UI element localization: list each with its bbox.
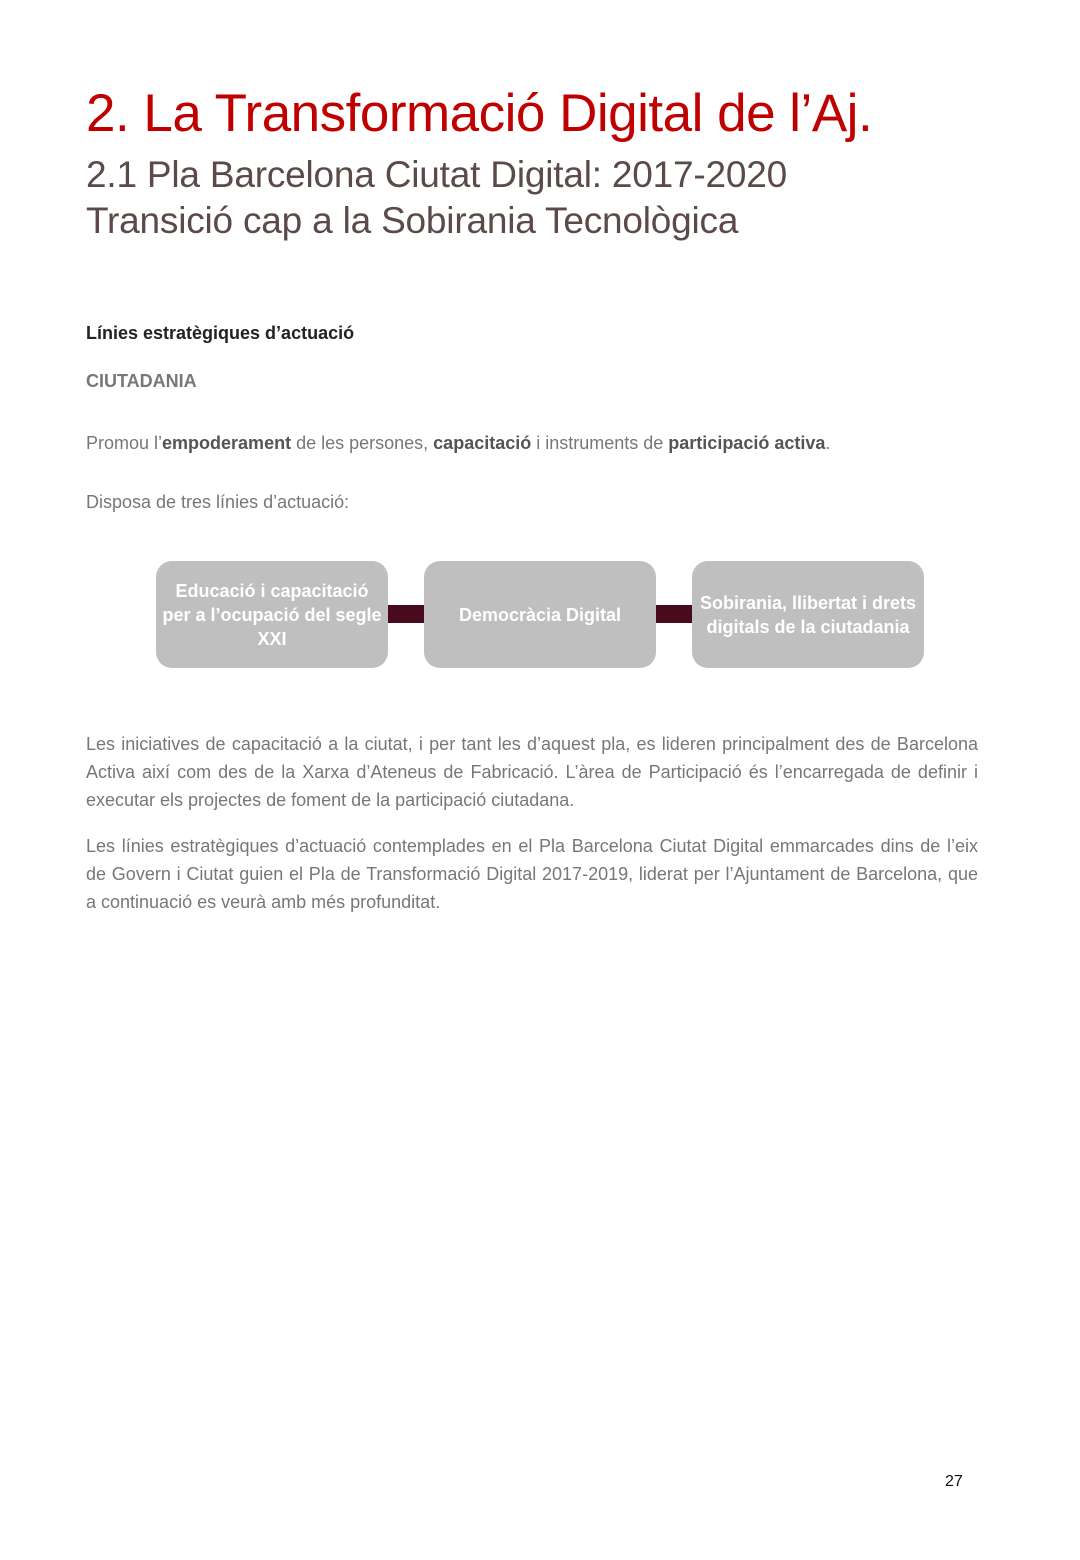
section-title-line-2: Transició cap a la Sobirania Tecnològica xyxy=(86,200,739,241)
diagram-box-sovereignty: Sobirania, llibertat i drets digitals de la ciutadania xyxy=(692,561,924,668)
section-label: CIUTADANIA xyxy=(86,371,197,391)
intro-text: i instruments de xyxy=(531,433,669,453)
intro-bold: capacitació xyxy=(433,433,532,453)
intro-bold: participació activa xyxy=(668,433,826,453)
intro-paragraph xyxy=(86,430,830,457)
page-number: 27 xyxy=(945,1473,963,1490)
diagram-box-democracy: Democràcia Digital xyxy=(424,561,656,668)
body-paragraph-2: Les línies estratègiques d’actuació contemplades en el Pla Barcelona Ciutat Digital emmarcades dins de l’eix de Govern i Ciutat guien el Pla de Transformació Digital 2017-2019, liderat per l’Ajuntament de Barcelona, que a continuació es veurà amb més profunditat. xyxy=(86,836,978,912)
lines-intro: Disposa de tres línies d’actuació: xyxy=(86,492,350,512)
action-lines-diagram xyxy=(156,561,924,669)
connector-2-3 xyxy=(656,605,692,623)
body-paragraph-1: Les iniciatives de capacitació a la ciutat, i per tant les d’aquest pla, es lideren principalment des de Barcelona Activa així com des de la Xarxa d’Ateneus de Fabricació. L’àrea de Participació és l’encarregada de definir i executar els projectes de foment de la participació ciutadana. xyxy=(86,734,978,810)
section-title xyxy=(86,152,787,244)
intro-bold: empoderament xyxy=(162,433,292,453)
diagram-box-education: Educació i capacitació per a l’ocupació del segle XXI xyxy=(156,561,388,668)
intro-text: . xyxy=(825,433,831,453)
intro-text: Promou l’ xyxy=(86,433,163,453)
intro-text: de les persones, xyxy=(291,433,434,453)
subheading: Línies estratègiques d’actuació xyxy=(86,323,355,343)
chapter-title: 2. La Transformació Digital de l’Aj. xyxy=(86,84,873,143)
connector-1-2 xyxy=(388,605,424,623)
section-title-line-1: 2.1 Pla Barcelona Ciutat Digital: 2017-2020 xyxy=(86,154,788,195)
